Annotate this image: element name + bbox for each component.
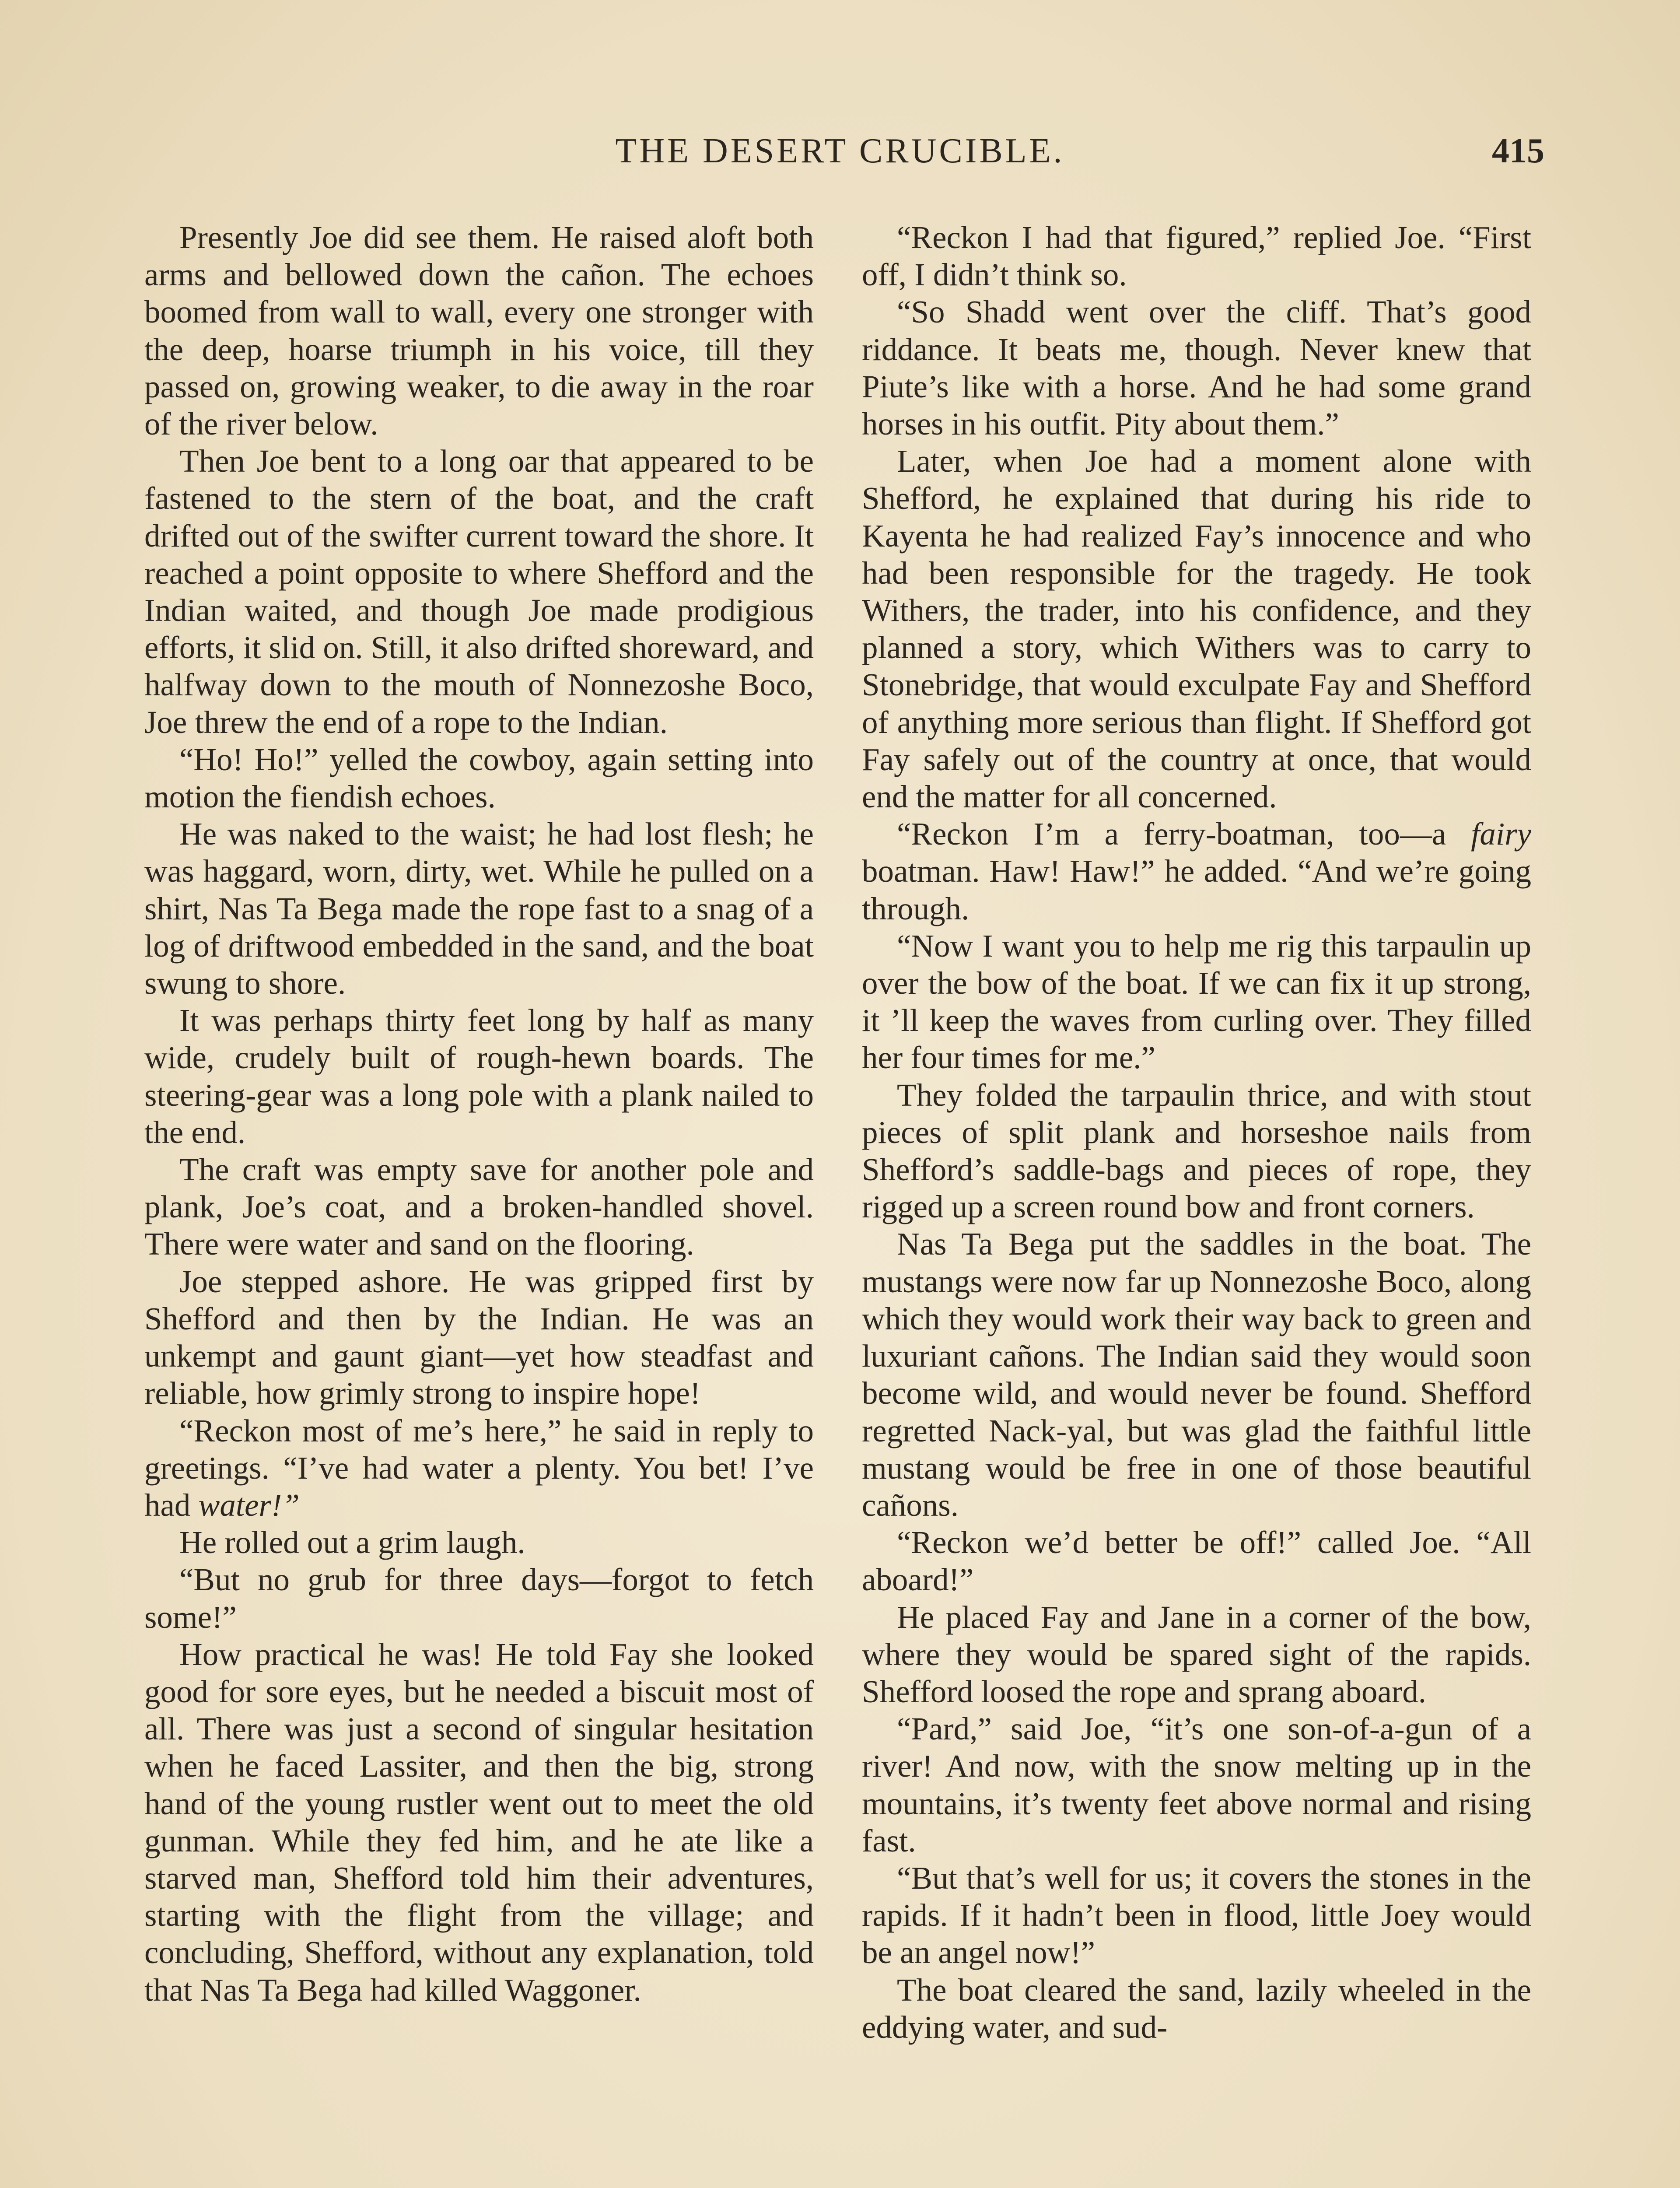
paragraph: They folded the tarpaulin thrice, and with stout pieces of split plank and horseshoe nails from Shefford’s saddle-bags and pieces of rope, they rigged up a screen round bow and front corners. (862, 1077, 1531, 1225)
running-title: THE DESERT CRUCIBLE. (615, 132, 1065, 170)
paragraph: The craft was empty save for another pole and plank, Joe’s coat, and a broken-handled shovel. There were water and sand on the flooring. (144, 1152, 814, 1262)
paragraph-text: “Reckon most of me’s here,” he said in reply to greetings. “I’ve had water a plenty. You bet! I’ve had (144, 1413, 814, 1523)
emphasis: fairy (1471, 816, 1531, 852)
paragraph: “But no grub for three days—forgot to fetch some!” (144, 1562, 814, 1635)
paragraph (862, 815, 1531, 927)
paragraph: “Ho! Ho!” yelled the cowboy, again setting into motion the fiendish echoes. (144, 741, 814, 815)
paragraph: “Reckon I had that figured,” replied Joe. “First off, I didn’t think so. (862, 220, 1531, 293)
paragraph: “Now I want you to help me rig this tarpaulin up over the bow of the boat. If we can fix it up strong, it ’ll keep the waves from curling over. They filled her four times for me.” (862, 928, 1531, 1076)
emphasis: water!” (198, 1487, 300, 1523)
paragraph: “Reckon we’d better be off!” called Joe. “All aboard!” (862, 1525, 1531, 1598)
paragraph: Later, when Joe had a moment alone with Shefford, he explained that during his ride to Kayenta he had realized Fay’s innocence and who had been responsible for the tragedy. He took Withers, the trader, into his confidence, and they planned a story, which Withers was to carry to Stonebridge, that would exculpate Fay and Shefford of anything more serious than flight. If Shefford got Fay safely out of the country at once, that would end the matter for all concerned. (862, 443, 1531, 815)
page-number: 415 (1492, 132, 1544, 170)
right-column (862, 219, 1531, 2046)
paragraph-text: “Reckon I’m a ferry-boatman, too—a (897, 816, 1471, 852)
paragraph: It was perhaps thirty feet long by half as many wide, crudely built of rough-hewn boards. The steering-gear was a long pole with a plank nailed to the end. (144, 1003, 814, 1150)
paragraph: He was naked to the waist; he had lost flesh; he was haggard, worn, dirty, wet. While he pulled on a shirt, Nas Ta Bega made the rope fast to a snag of a log of driftwood embedded in the sand, and the boat swung to shore. (144, 816, 814, 1001)
paragraph: How practical he was! He told Fay she looked good for sore eyes, but he needed a biscuit most of all. There was just a second of singular hesitation when he faced Lassiter, and then the big, strong hand of the young rustler went out to meet the old gunman. While they fed him, and he ate like a starved man, Shefford told him their adventures, starting with the flight from the village; and concluding, Shefford, without any explanation, told that Nas Ta Bega had killed Waggoner. (144, 1636, 814, 2008)
paragraph: “Pard,” said Joe, “it’s one son-of-a-gun of a river! And now, with the snow melting up in the mountains, it’s twenty feet above normal and rising fast. (862, 1711, 1531, 1858)
paragraph: Then Joe bent to a long oar that appeared to be fastened to the stern of the boat, and the craft drifted out of the swifter current toward the shore. It reached a point opposite to where Shefford and the Indian waited, and though Joe made prodigious efforts, it slid on. Still, it also drifted shoreward, and halfway down to the mouth of Nonnezoshe Boco, Joe threw the end of a rope to the Indian. (144, 443, 814, 740)
left-column (144, 219, 814, 2009)
paragraph: “So Shadd went over the cliff. That’s good riddance. It beats me, though. Never knew that Piute’s like with a horse. And he had some grand horses in his outfit. Pity about them.” (862, 294, 1531, 442)
paragraph: Joe stepped ashore. He was gripped first by Shefford and then by the Indian. He was an unkempt and gaunt giant—yet how steadfast and reliable, how grimly strong to inspire hope! (144, 1263, 814, 1411)
paragraph: “But that’s well for us; it covers the stones in the rapids. If it hadn’t been in flood, little Joey would be an angel now!” (862, 1860, 1531, 1971)
paragraph: The boat cleared the sand, lazily wheeled in the eddying water, and sud- (862, 1972, 1531, 2045)
paragraph: Nas Ta Bega put the saddles in the boat. The mustangs were now far up Nonnezoshe Boco, along which they would work their way back to green and luxuriant cañons. The Indian said they would soon become wild, and would never be found. Shefford regretted Nack-yal, but was glad the faithful little mustang would be free in one of those beautiful cañons. (862, 1226, 1531, 1523)
paragraph: He placed Fay and Jane in a corner of the bow, where they would be spared sight of the rapids. Shefford loosed the rope and sprang aboard. (862, 1599, 1531, 1709)
paragraph: Presently Joe did see them. He raised aloft both arms and bellowed down the cañon. The echoes boomed from wall to wall, every one stronger with the deep, hoarse triumph in his voice, till they passed on, growing weaker, to die away in the roar of the river below. (144, 220, 814, 442)
paragraph (144, 1412, 814, 1524)
paragraph: He rolled out a grim laugh. (179, 1525, 525, 1560)
paragraph-text: boatman. Haw! Haw!” he added. “And we’re going through. (862, 853, 1531, 926)
